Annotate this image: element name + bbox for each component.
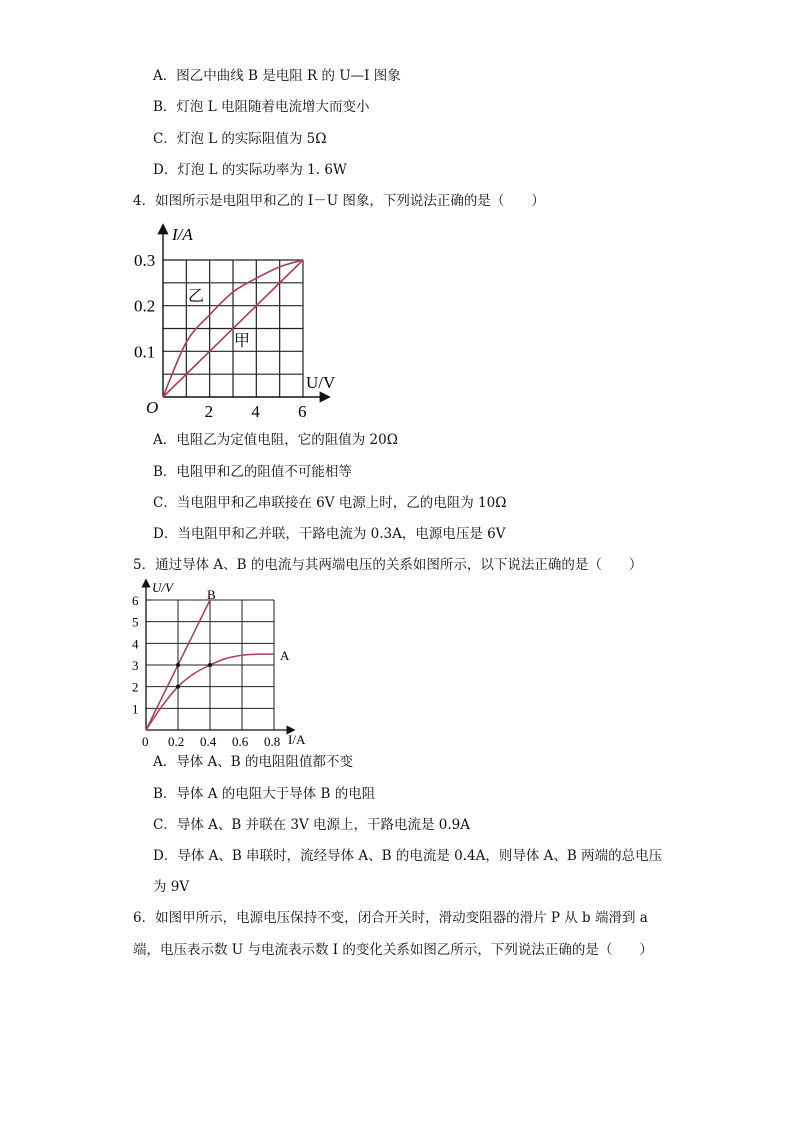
q4-y-tick-label: 0.1 — [134, 342, 156, 362]
q6-stem-line-2: 端，电压表示数 U 与电流表示数 I 的变化关系如图乙所示，下列说法正确的是（ ） — [133, 942, 653, 958]
q4-chart — [130, 220, 345, 425]
q5-chart — [128, 577, 328, 749]
q5-x-tick-label: 0.8 — [264, 734, 281, 749]
q4-option-c: C．当电阻甲和乙串联接在 6V 电源上时，乙的电阻为 10Ω — [153, 495, 507, 511]
q4-y-tick-label: 0.2 — [134, 296, 156, 316]
q4-option-d: D．当电阻甲和乙并联，干路电流为 0.3A，电源电压是 6V — [153, 526, 506, 542]
q5-x-tick-label: 0.2 — [168, 734, 185, 749]
q5-y-tick-label: 1 — [132, 701, 139, 717]
q4-y-axis-label: I/A — [172, 225, 193, 244]
q5-y-tick-label: 6 — [132, 593, 139, 608]
q5-x-tick-label: 0 — [142, 734, 149, 749]
q4-jia-label: 甲 — [234, 333, 251, 350]
q5-x-axis-label: I/A — [288, 732, 306, 747]
q3-option-c: C．灯泡 L 的实际阻值为 5Ω — [153, 131, 327, 147]
q5-option-a: A．导体 A、B 的电阻阻值都不变 — [153, 754, 354, 770]
q4-stem: 4．如图所示是电阻甲和乙的 I－U 图象，下列说法正确的是（ ） — [133, 193, 545, 209]
q5-option-d: D．导体 A、B 串联时，流经导体 A、B 的电流是 0.4A，则导体 A、B 两端的总电压 — [153, 848, 663, 864]
q5-marked-point — [176, 685, 180, 689]
q5-y-tick-label: 3 — [132, 658, 139, 673]
q3-option-a: A．图乙中曲线 B 是电阻 R 的 U—I 图象 — [153, 68, 401, 84]
q5-y-tick-label: 2 — [132, 679, 139, 695]
q4-origin-label: O — [146, 398, 159, 417]
q6-stem-line-1: 6．如图甲所示，电源电压保持不变，闭合开关时，滑动变阻器的滑片 P 从 b 端滑到 a — [133, 910, 648, 926]
q5-y-tick-label: 5 — [132, 614, 139, 630]
q4-x-tick-label: 4 — [251, 402, 260, 421]
q4-option-b: B．电阻甲和乙的阻值不可能相等 — [153, 464, 352, 480]
q5-line-a-label: A — [280, 648, 290, 663]
q5-stem: 5．通过导体 A、B 的电流与其两端电压的关系如图所示，以下说法正确的是（ ） — [133, 557, 643, 573]
q5-marked-point — [208, 663, 212, 667]
q5-y-axis-label: U/V — [152, 580, 173, 595]
q5-option-c: C．导体 A、B 并联在 3V 电源上，干路电流是 0.9A — [153, 817, 471, 833]
q4-x-tick-label: 6 — [298, 402, 307, 421]
q3-option-b: B．灯泡 L 电阻随着电流增大而变小 — [153, 99, 370, 115]
q5-option-d-continued: 为 9V — [153, 879, 190, 895]
q5-y-tick-label: 4 — [132, 636, 139, 652]
q4-yi-label: 乙 — [188, 288, 205, 305]
q5-x-tick-label: 0.6 — [232, 734, 249, 749]
q5-option-b: B．导体 A 的电阻大于导体 B 的电阻 — [153, 786, 376, 802]
q3-option-d: D．灯泡 L 的实际功率为 1. 6W — [153, 162, 347, 178]
q5-x-tick-label: 0.4 — [200, 734, 217, 749]
q4-x-tick-label: 2 — [204, 402, 214, 421]
q4-x-axis-label: U/V — [306, 373, 336, 392]
q5-marked-point — [176, 663, 180, 667]
q4-option-a: A．电阻乙为定值电阻，它的阻值为 20Ω — [153, 432, 398, 448]
q4-y-tick-label: 0.3 — [134, 251, 156, 270]
q5-line-b-label: B — [207, 587, 216, 602]
